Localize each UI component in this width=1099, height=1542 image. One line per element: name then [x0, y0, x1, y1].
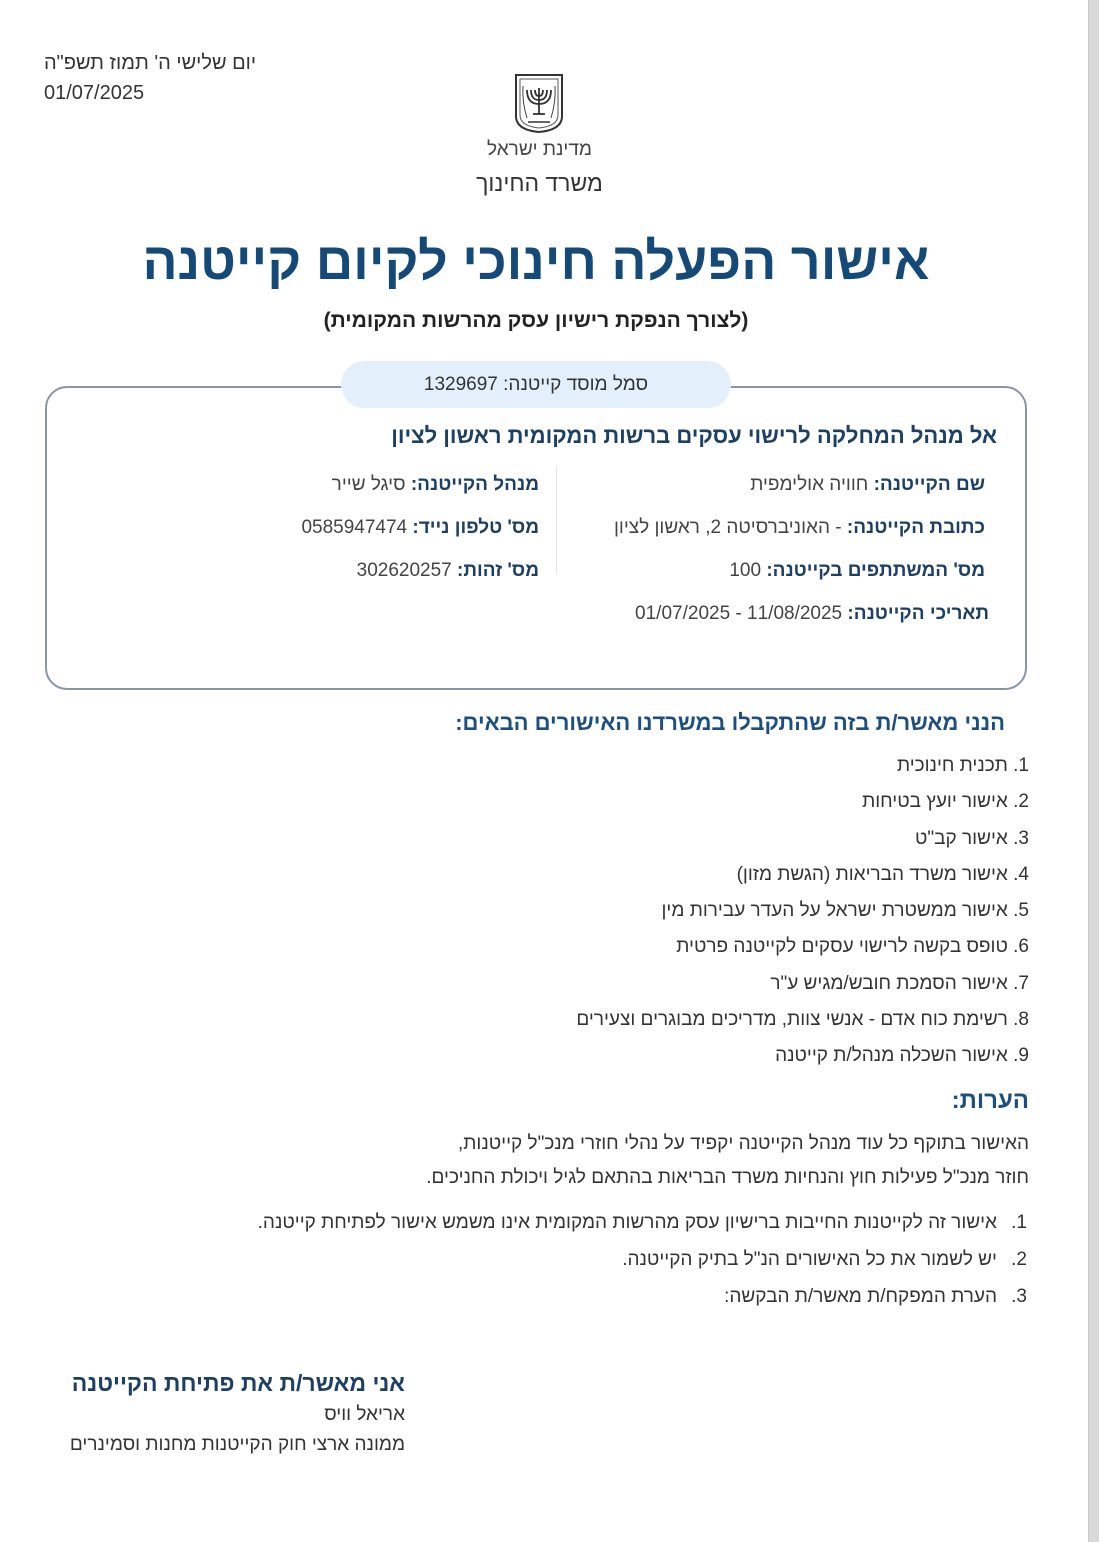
camp-dates-value: 11/08/2025 - 01/07/2025 — [635, 603, 843, 624]
id-row — [357, 560, 539, 582]
notes-line: חוזר מנכ"ל פעילות חוץ והנחיות משרד הבריאות בהתאם לגיל ויכולת החניכים. — [426, 1167, 1029, 1188]
manager-label: מנהל הקייטנה: — [410, 474, 539, 495]
approval-item: 7. אישור הסמכת חובש/מגיש ע"ר — [770, 972, 1029, 994]
note-text: אישור זה לקייטנות החייבות ברישיון עסק מהרשות המקומית אינו משמש אישור לפתיחת קייטנה. — [257, 1212, 997, 1233]
camp-dates-row — [635, 603, 989, 625]
ministry-name: משרד החינוך — [476, 170, 603, 196]
page-edge-strip — [1088, 0, 1099, 1542]
notes-list — [127, 1204, 1027, 1315]
approval-item: 5. אישור ממשטרת ישראל על העדר עבירות מין — [661, 900, 1029, 922]
approvals-list — [329, 748, 1029, 1075]
camp-dates-label: תאריכי הקייטנה: — [847, 603, 989, 624]
document-title: אישור הפעלה חינוכי לקיום קייטנה — [142, 233, 930, 291]
camp-name-row — [750, 474, 985, 496]
participants-value: 100 — [729, 560, 762, 581]
camp-address-value: - האוניברסיטה 2, ראשון לציון — [613, 517, 842, 538]
id-value: 302620257 — [356, 560, 452, 581]
signer-name: אריאל וויס — [324, 1404, 405, 1425]
phone-value: 0585947474 — [301, 517, 408, 538]
approval-item: 6. טופס בקשה לרישוי עסקים לקייטנה פרטית — [676, 936, 1029, 958]
camp-name-label: שם הקייטנה: — [873, 474, 985, 495]
camp-address-row — [614, 517, 985, 539]
note-number: 1. — [1011, 1212, 1027, 1233]
note-number: 2. — [1011, 1249, 1027, 1270]
hebrew-date: יום שלישי ה' תמוז תשפ"ה — [44, 52, 257, 74]
addressee: אל מנהל המחלקה לרישוי עסקים ברשות המקומית ראשון לציון — [391, 423, 997, 448]
notes-line: האישור בתוקף כל עוד מנהל הקייטנה יקפיד על נהלי חוזרי מנכ"ל קייטנות, — [458, 1133, 1029, 1154]
note-text: הערת המפקח/ת מאשר/ת הבקשה: — [724, 1286, 997, 1307]
note-item — [127, 1278, 1027, 1315]
date-block — [44, 48, 264, 108]
camp-id-badge: סמל מוסד קייטנה: 1329697 — [341, 361, 731, 408]
israel-emblem-icon — [513, 72, 565, 134]
approval-item: 1. תכנית חינוכית — [896, 755, 1029, 776]
gregorian-date: 01/07/2025 — [44, 82, 145, 104]
signer-role: ממונה ארצי חוק הקייטנות מחנות וסמינרים — [69, 1434, 405, 1455]
approval-item: 2. אישור יועץ בטיחות — [862, 791, 1029, 813]
participants-label: מס' המשתתפים בקייטנה: — [766, 560, 985, 581]
approval-item: 3. אישור קב"ט — [915, 827, 1029, 849]
approval-item: 4. אישור משרד הבריאות (הגשת מזון) — [736, 863, 1029, 885]
note-item — [127, 1241, 1027, 1278]
notes-paragraph — [129, 1127, 1029, 1195]
manager-row — [332, 474, 539, 496]
column-divider — [556, 466, 557, 574]
approvals-heading: הנני מאשר/ת בזה שהתקבלו במשרדנו האישורים הבאים: — [455, 710, 1005, 735]
phone-label: מס' טלפון נייד: — [412, 517, 539, 538]
note-item — [127, 1204, 1027, 1241]
note-text: יש לשמור את כל האישורים הנ"ל בתיק הקייטנה. — [622, 1249, 997, 1270]
camp-name-value: חוויה אולימפית — [750, 474, 869, 495]
note-number: 3. — [1011, 1286, 1027, 1307]
participants-row — [729, 560, 985, 582]
signature-heading: אני מאשר/ת את פתיחת הקייטנה — [71, 1370, 405, 1396]
document-subtitle: (לצורך הנפקת רישיון עסק מהרשות המקומית) — [323, 309, 749, 332]
phone-row — [301, 517, 539, 539]
notes-heading: הערות: — [951, 1087, 1029, 1114]
approval-item: 9. אישור השכלה מנהל/ת קייטנה — [775, 1045, 1029, 1067]
camp-address-label: כתובת הקייטנה: — [846, 517, 985, 538]
id-label: מס' זהות: — [457, 560, 539, 581]
approval-item: 8. רשימת כוח אדם - אנשי צוות, מדריכים מבוגרים וצעירים — [576, 1009, 1029, 1031]
manager-value: סיגל שייר — [331, 474, 406, 495]
state-name: מדינת ישראל — [487, 139, 592, 160]
